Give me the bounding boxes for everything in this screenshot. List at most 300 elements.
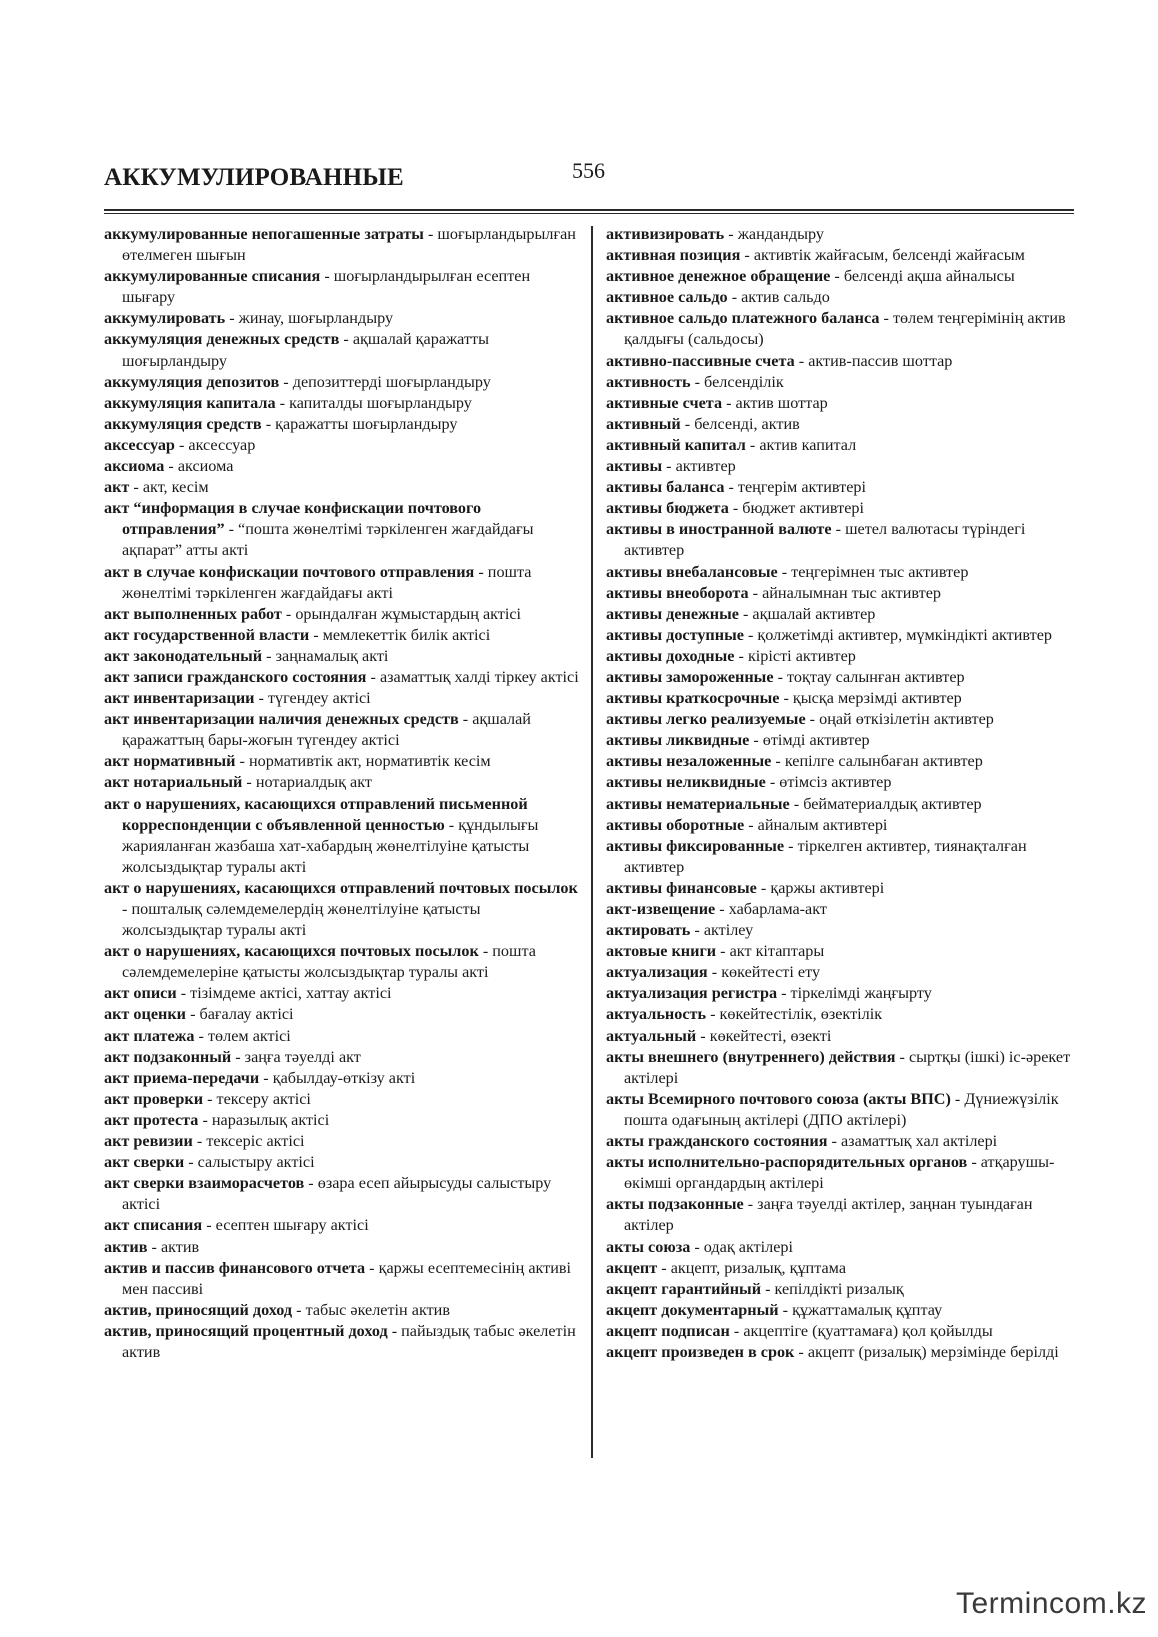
entry-term: акт-извещение — [606, 900, 716, 918]
entry-separator: - — [198, 1110, 212, 1129]
entry-separator: - — [194, 1026, 208, 1045]
dictionary-entry — [606, 625, 1074, 646]
entry-term: аккумулированные списания — [104, 267, 321, 286]
entry-translation: хабарлама-акт — [728, 900, 827, 918]
entry-separator: - — [794, 351, 809, 370]
entry-translation: акцептіге (қуаттамаға) қол қойылды — [743, 1321, 993, 1340]
entry-term: акцепт — [606, 1258, 658, 1277]
entry-translation: активтер — [675, 457, 736, 476]
entry-term: активизировать — [606, 225, 725, 243]
dictionary-entry — [104, 1300, 582, 1321]
entry-translation: атқарушы-өкімші органдардың актілері — [624, 1153, 1055, 1193]
entry-term: акт нормативный — [104, 752, 236, 771]
entry-term: акт выполненных работ — [104, 604, 282, 623]
entry-term: акт сверки взаиморасчетов — [104, 1174, 305, 1193]
entry-separator: - — [366, 667, 380, 686]
entry-separator: - — [827, 1132, 841, 1151]
dictionary-entry — [104, 477, 582, 498]
site-watermark-logo — [946, 1585, 1146, 1625]
dictionary-entry — [606, 1342, 1074, 1363]
entry-translation: азаматтық халді тіркеу актісі — [379, 667, 579, 686]
entry-term: активная позиция — [606, 246, 741, 265]
page-number: 556 — [572, 158, 605, 183]
entry-term: акт платежа — [104, 1026, 195, 1045]
entry-separator: - — [365, 1258, 379, 1277]
dictionary-entry — [606, 941, 1074, 962]
entry-separator: - — [722, 393, 736, 412]
entry-translation: белсенді ақша айналысы — [843, 267, 1015, 286]
dictionary-entry — [104, 625, 582, 646]
dictionary-entry — [606, 1300, 1074, 1321]
entry-translation: белсенді, актив — [694, 414, 800, 433]
entry-separator: - — [745, 435, 760, 454]
dictionary-entry — [606, 878, 1074, 899]
entry-translation: өзара есеп айырысуды салыстыру актісі — [122, 1174, 552, 1214]
dictionary-entry — [606, 688, 1074, 709]
entry-translation: тексеру актісі — [216, 1089, 311, 1108]
entry-term: активы доступные — [606, 625, 744, 644]
entry-term: активы внеоборота — [606, 583, 749, 602]
entry-term: активы ликвидные — [606, 731, 750, 750]
dictionary-entry — [104, 1110, 582, 1131]
entry-separator: - — [657, 1258, 671, 1277]
dictionary-entry — [104, 604, 582, 625]
entry-term: акт протеста — [104, 1110, 199, 1129]
entry-translation: қысқа мерзімді активтер — [792, 689, 962, 708]
dictionary-entry — [606, 730, 1074, 751]
entry-separator: - — [771, 752, 785, 771]
entry-translation: салыстыру актісі — [197, 1153, 315, 1172]
entry-term: активы баланса — [606, 478, 725, 497]
entry-separator: - — [304, 1174, 318, 1193]
entry-separator: - — [224, 520, 239, 539]
dictionary-entry — [606, 477, 1074, 498]
entry-term: аккумуляция депозитов — [104, 372, 280, 391]
column-divider — [591, 226, 593, 1458]
running-header-word: АККУМУЛИРОВАННЫЕ — [104, 164, 404, 191]
entry-separator: - — [734, 646, 748, 665]
dictionary-entry — [104, 393, 582, 414]
dictionary-entry — [606, 1279, 1074, 1300]
dictionary-entry — [104, 1131, 582, 1152]
entry-translation: кепілдікті ризалық — [774, 1279, 904, 1298]
entry-separator: - — [242, 773, 256, 792]
entry-translation: ақшалай қаражаттың бары-жоғын түгендеу актісі — [122, 710, 531, 750]
entry-translation: актив — [160, 1237, 200, 1256]
entry-term: актуальный — [606, 1026, 697, 1045]
entry-term: активно-пассивные счета — [606, 351, 795, 370]
dictionary-entry — [606, 667, 1074, 688]
entry-term: активы неликвидные — [606, 773, 766, 792]
entry-translation: көкейтестілік, өзектілік — [719, 1005, 883, 1024]
entry-separator: - — [773, 667, 787, 686]
entry-separator: - — [756, 878, 771, 897]
entry-separator: - — [231, 1047, 245, 1066]
entry-translation: тіркелген активтер, тиянақталған активтер — [624, 836, 1027, 876]
entry-term: активное денежное обращение — [606, 267, 831, 286]
dictionary-entry — [104, 646, 582, 667]
entry-separator: - — [729, 1321, 744, 1340]
dictionary-entry — [606, 899, 1074, 920]
entry-term: акт инвентаризации наличия денежных средств — [104, 710, 459, 729]
dictionary-entry — [606, 224, 1074, 245]
entry-separator: - — [749, 731, 763, 750]
entry-separator: - — [122, 900, 132, 918]
entry-separator: - — [740, 246, 754, 265]
dictionary-entry — [104, 772, 582, 793]
entry-term: акт подзаконный — [104, 1047, 232, 1066]
dictionary-entry — [606, 1089, 1074, 1131]
entry-separator: - — [707, 963, 722, 982]
dictionary-entry — [104, 329, 582, 371]
entry-translation: актив сальдо — [741, 288, 830, 307]
dictionary-entry — [606, 920, 1074, 941]
entry-translation: депозиттерді шоғырландыру — [292, 372, 491, 391]
entry-separator: - — [696, 1026, 710, 1045]
page-header — [104, 158, 1072, 198]
entry-separator: - — [950, 1089, 965, 1108]
entry-separator: - — [281, 604, 296, 623]
entry-term: активный — [606, 414, 681, 433]
entry-translation: актив капитал — [759, 435, 857, 454]
dictionary-entry — [606, 983, 1074, 1004]
entry-separator: - — [458, 710, 473, 729]
entry-term: аккумулированные непогашенные затраты — [104, 225, 424, 243]
entry-separator: - — [339, 330, 353, 349]
entry-separator: - — [777, 984, 791, 1003]
entry-translation: наразылық актісі — [211, 1110, 330, 1129]
entry-translation: қаржы активтері — [770, 878, 885, 897]
dictionary-entry — [606, 604, 1074, 625]
entry-translation: шоғырландырылған есептен шығару — [122, 267, 531, 307]
entry-term: акт законодательный — [104, 646, 263, 665]
entry-translation: белсенділік — [704, 372, 784, 391]
entry-separator: - — [259, 1068, 273, 1087]
dictionary-entry — [606, 709, 1074, 730]
entry-separator: - — [728, 499, 743, 518]
dictionary-entry — [606, 393, 1074, 414]
entry-separator: - — [662, 457, 676, 476]
entry-translation: оңай өткізілетін активтер — [819, 710, 994, 729]
dictionary-entry — [104, 1089, 582, 1110]
entry-term: акты союза — [606, 1237, 691, 1256]
dictionary-entry — [606, 1194, 1074, 1236]
entry-separator: - — [320, 267, 334, 286]
entry-separator: - — [743, 1195, 758, 1214]
entry-translation: тексеріс актісі — [206, 1132, 305, 1151]
dictionary-entry — [606, 1258, 1074, 1279]
dictionary-entry — [606, 1321, 1074, 1342]
entry-term: акты подзаконные — [606, 1195, 744, 1214]
entry-separator: - — [275, 393, 290, 412]
entry-term: актуализация регистра — [606, 984, 778, 1003]
entry-separator: - — [830, 267, 844, 286]
entry-translation: кепілге салынбаған активтер — [784, 752, 983, 771]
dictionary-entry — [104, 308, 582, 329]
dictionary-entry — [104, 667, 582, 688]
entry-translation: нормативтік акт, нормативтік кесім — [248, 752, 491, 771]
entry-separator: - — [184, 1153, 198, 1172]
entry-term: акт государственной власти — [104, 625, 310, 644]
entry-separator: - — [784, 836, 798, 855]
entry-translation: төлем теңгерімінің актив қалдығы (сальдосы) — [624, 309, 1066, 349]
entry-term: актив — [104, 1237, 148, 1256]
dictionary-entry — [104, 1258, 582, 1300]
entry-term: акцепт подписан — [606, 1321, 730, 1340]
dictionary-entry — [606, 1004, 1074, 1025]
dictionary-entry — [606, 962, 1074, 983]
dictionary-entry — [104, 1047, 582, 1068]
entry-translation: акцепт (ризалық) мерзімінде берілді — [807, 1342, 1059, 1361]
entry-separator: - — [478, 942, 493, 961]
dictionary-entry — [104, 941, 582, 983]
entry-translation: қаржы есептемесінің активі мен пассиві — [122, 1258, 572, 1298]
entry-translation: одақ актілері — [703, 1237, 794, 1256]
entry-term: акт — [104, 478, 130, 497]
dictionary-entry — [606, 562, 1074, 583]
entry-separator: - — [690, 1237, 704, 1256]
entry-term: актив, приносящий доход — [104, 1300, 293, 1319]
entry-term: акты гражданского состояния — [606, 1132, 828, 1151]
entry-separator: - — [715, 900, 729, 918]
entry-term: актив и пассив финансового отчета — [104, 1258, 366, 1277]
entry-translation: жандандыру — [737, 225, 824, 243]
entry-translation: “пошта жөнелтімі тәркіленген жағдайдағы ақпарат” атты акті — [122, 520, 534, 560]
entry-translation: тізімдеме актісі, хаттау актісі — [190, 984, 392, 1003]
dictionary-entry — [104, 1004, 582, 1025]
entry-separator: - — [789, 794, 804, 813]
entry-term: акт проверки — [104, 1089, 204, 1108]
entry-translation: төлем актісі — [207, 1026, 291, 1045]
entry-translation: пошта жөнелтімі тәркіленген жағдайдағы акті — [122, 562, 532, 602]
entry-separator: - — [235, 752, 249, 771]
entry-term: акт приема-передачи — [104, 1068, 260, 1087]
entry-separator: - — [779, 689, 793, 708]
entry-term: активы фиксированные — [606, 836, 785, 855]
entry-separator: - — [254, 689, 268, 708]
entry-term: акт оценки — [104, 1005, 187, 1024]
entry-separator: - — [309, 625, 323, 644]
entry-translation: тіркелімді жаңғырту — [790, 984, 932, 1003]
dictionary-entry — [104, 878, 582, 941]
header-rule-thin — [104, 213, 1074, 214]
watermark-text: Termincom.kz — [956, 1587, 1148, 1620]
entry-term: активы легко реализуемые — [606, 710, 806, 729]
entry-translation: заңнамалық акті — [275, 646, 389, 665]
entry-term: активы незаложенные — [606, 752, 772, 771]
entry-separator: - — [186, 1005, 200, 1024]
entry-translation: ақшалай қаражатты шоғырландыру — [122, 330, 489, 370]
dictionary-entry — [606, 287, 1074, 308]
entry-term: акт описи — [104, 984, 177, 1003]
entry-translation: есептен шығару актісі — [215, 1216, 369, 1235]
entry-translation: заңға тәуелді акт — [244, 1047, 361, 1066]
entry-separator: - — [738, 604, 753, 623]
entry-term: активы замороженные — [606, 667, 774, 686]
entry-term: акцепт произведен в срок — [606, 1342, 795, 1361]
entry-translation: аксессуар — [188, 435, 256, 454]
entry-separator: - — [777, 562, 792, 581]
entry-translation: азаматтық хал актілері — [840, 1132, 998, 1151]
entry-translation: өтімді активтер — [762, 731, 870, 750]
entry-translation: акт, кесім — [142, 478, 209, 497]
entry-translation: мемлекеттік билік актісі — [322, 625, 491, 644]
entry-separator: - — [794, 1342, 808, 1361]
entry-term: активы — [606, 457, 663, 476]
dictionary-entry — [606, 583, 1074, 604]
entry-translation: құндылығы жарияланған жазбаша хат-хабардың жөнелтілуіне қатысты жолсыздықтар туралы акті — [122, 815, 539, 876]
entry-term: активы краткосрочные — [606, 689, 780, 708]
entry-separator: - — [176, 984, 191, 1003]
dictionary-entry — [104, 983, 582, 1004]
entry-separator: - — [129, 478, 143, 497]
entry-term: аккумуляция средств — [104, 414, 262, 433]
entry-separator: - — [147, 1237, 161, 1256]
entry-separator: - — [706, 1005, 720, 1024]
entry-translation: қабылдау-өткізу акті — [272, 1068, 416, 1087]
entry-term: акт о нарушениях, касающихся отправлений письменной корреспонденции с объявленной ценностью — [104, 794, 528, 834]
entry-separator: - — [716, 942, 730, 961]
entry-separator: - — [744, 815, 758, 834]
entry-translation: сыртқы (ішкі) іс-әрекет актілері — [624, 1047, 1071, 1087]
entry-translation: орындалған жұмыстардың актісі — [295, 604, 522, 623]
entry-separator: - — [778, 1300, 793, 1319]
entry-translation: актив шоттар — [735, 393, 828, 412]
entry-term: аккумулировать — [104, 309, 226, 328]
entry-term: активность — [606, 372, 691, 391]
dictionary-entry — [606, 308, 1074, 350]
dictionary-entry — [104, 1321, 582, 1363]
dictionary-entry — [606, 646, 1074, 667]
entry-term: активы бюджета — [606, 499, 729, 518]
entry-separator: - — [192, 1132, 207, 1151]
entry-term: активы внебалансовые — [606, 562, 778, 581]
entry-translation: бюджет активтері — [742, 499, 864, 518]
entry-separator: - — [765, 773, 780, 792]
entry-separator: - — [203, 1089, 217, 1108]
entry-term: актовые книги — [606, 942, 717, 961]
entry-term: акты внешнего (внутреннего) действия — [606, 1047, 896, 1066]
entry-translation: шетел валютасы түріндегі активтер — [624, 520, 1026, 560]
dictionary-entry — [104, 1215, 582, 1236]
entry-term: активное сальдо — [606, 288, 728, 307]
entry-term: акт “информация в случае конфискации почтового отправления” — [104, 499, 482, 539]
entry-translation: акцепт, ризалық, құптама — [670, 1258, 846, 1277]
entry-term: актуализация — [606, 963, 708, 982]
entry-term: акт нотариальный — [104, 773, 243, 792]
entry-term: акт сверки — [104, 1153, 185, 1172]
dictionary-entry — [104, 435, 582, 456]
entry-separator: - — [262, 646, 276, 665]
entry-separator: - — [805, 710, 820, 729]
entry-term: активные счета — [606, 393, 723, 412]
entry-term: активы оборотные — [606, 815, 745, 834]
dictionary-entry — [606, 414, 1074, 435]
dictionary-entry — [606, 245, 1074, 266]
entry-separator: - — [444, 815, 459, 834]
dictionary-entry — [104, 1026, 582, 1047]
entry-translation: құжаттамалық құптау — [792, 1300, 943, 1319]
dictionary-entry — [104, 456, 582, 477]
dictionary-entry — [104, 224, 582, 266]
entry-translation: жинау, шоғырландыру — [238, 309, 394, 328]
entry-term: акт списания — [104, 1216, 203, 1235]
dictionary-entry — [104, 266, 582, 308]
dictionary-entry — [606, 351, 1074, 372]
entry-term: акт в случае конфискации почтового отправления — [104, 562, 475, 581]
entry-translation: Дүниежүзілік пошта одағының актілері (ДПО актілері) — [624, 1089, 1059, 1129]
dictionary-entry — [104, 794, 582, 878]
entry-separator: - — [724, 225, 738, 243]
entry-translation: пошталық сәлемдемелердің жөнелтілуіне қатысты жолсыздықтар туралы акті — [122, 900, 481, 940]
entry-translation: айналымнан тыс активтер — [762, 583, 942, 602]
entry-translation: тоқтау салынған активтер — [787, 667, 965, 686]
entry-term: акт ревизии — [104, 1132, 193, 1151]
header-rule-thick — [104, 209, 1074, 211]
dictionary-entry — [606, 751, 1074, 772]
entry-translation: бейматериалдық активтер — [803, 794, 982, 813]
entry-term: аксиома — [104, 457, 165, 476]
dictionary-entry — [104, 1173, 582, 1215]
entry-translation: пошта сәлемдемелеріне қатысты жолсыздықтар туралы акті — [122, 942, 536, 982]
entry-term: активное сальдо платежного баланса — [606, 309, 880, 328]
entry-separator: - — [387, 1321, 402, 1340]
entry-translation: теңгерімнен тыс активтер — [791, 562, 969, 581]
entry-separator: - — [724, 478, 738, 497]
entry-separator: - — [879, 309, 893, 328]
entry-separator: - — [202, 1216, 216, 1235]
entry-translation: заңға тәуелді актілер, заңнан туындаған актілер — [624, 1195, 1033, 1235]
entry-translation: акт кітаптары — [729, 942, 825, 961]
entry-translation: айналым активтері — [757, 815, 888, 834]
entry-separator: - — [748, 583, 763, 602]
dictionary-entry — [606, 498, 1074, 519]
entry-translation: қолжетімді активтер, мүмкіндікті активтер — [757, 625, 1052, 644]
entry-translation: көкейтесті, өзекті — [709, 1026, 832, 1045]
entry-term: актировать — [606, 921, 691, 940]
entry-separator: - — [895, 1047, 909, 1066]
entry-separator: - — [174, 435, 189, 454]
entry-separator: - — [967, 1153, 981, 1172]
entry-translation: капиталды шоғырландыру — [289, 393, 472, 412]
entry-translation: активтік жайғасым, белсенді жайғасым — [753, 246, 1025, 265]
dictionary-entry — [606, 435, 1074, 456]
dictionary-entry — [606, 772, 1074, 793]
entry-term: актуальность — [606, 1005, 707, 1024]
entry-term: актив, приносящий процентный доход — [104, 1321, 388, 1340]
entry-translation: пайыздық табыс әкелетін актив — [122, 1321, 576, 1361]
entry-translation: нотариалдық акт — [255, 773, 372, 792]
dictionary-entry — [104, 498, 582, 561]
entry-term: акты исполнительно-распорядительных органов — [606, 1153, 968, 1172]
entry-term: акт записи гражданского состояния — [104, 667, 367, 686]
entry-term: акцепт гарантийный — [606, 1279, 762, 1298]
dictionary-entry — [104, 688, 582, 709]
entry-term: акцепт документарный — [606, 1300, 779, 1319]
entry-term: акты Всемирного почтового союза (акты ВПС) — [606, 1089, 951, 1108]
entry-separator: - — [261, 414, 276, 433]
entry-term: акт о нарушениях, касающихся отправлений почтовых посылок — [104, 878, 578, 897]
entry-separator: - — [423, 225, 438, 243]
entry-separator: - — [690, 921, 704, 940]
entry-term: активы денежные — [606, 604, 739, 623]
dictionary-entry — [104, 751, 582, 772]
dictionary-entry — [606, 266, 1074, 287]
entry-term: аккумуляция капитала — [104, 393, 276, 412]
dictionary-entry — [606, 1237, 1074, 1258]
dictionary-entry — [606, 815, 1074, 836]
entry-separator: - — [680, 414, 695, 433]
